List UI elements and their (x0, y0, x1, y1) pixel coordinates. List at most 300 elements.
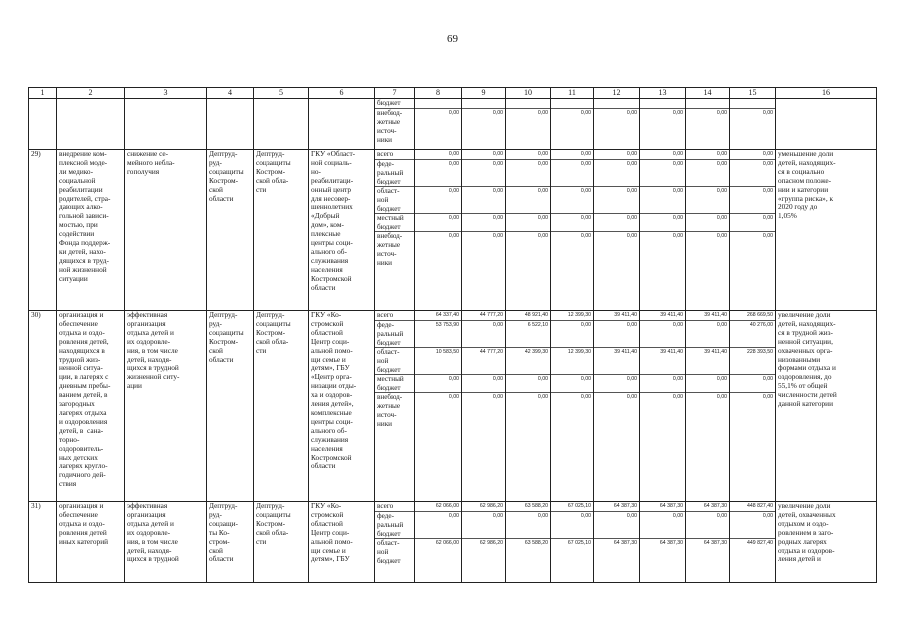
expected-result: снижение се- мейного небла- гополучия (125, 150, 207, 311)
value: 42 399,30 (524, 349, 548, 355)
value: 0,00 (762, 151, 773, 157)
value: 0,00 (716, 215, 727, 221)
empty-cell (125, 99, 207, 150)
value-cell (640, 311, 686, 502)
value: 0,00 (580, 376, 591, 382)
row-separator (506, 511, 550, 512)
value: 0,00 (537, 188, 548, 194)
value-cell (506, 502, 551, 583)
value: 0,00 (537, 161, 548, 167)
empty-cell (29, 99, 57, 150)
empty-cell (207, 99, 254, 150)
header-cell: 7 (375, 88, 415, 99)
header-cell: 11 (551, 88, 594, 99)
source-label: феде- ральный бюджет (377, 321, 404, 347)
row-separator (730, 231, 775, 232)
responsible-executor: Дептруд- руд- соцзащиты Костром- ской области (207, 311, 254, 502)
source-label: област- ной бюджет (377, 187, 401, 213)
value: 44 777,20 (479, 312, 503, 318)
row-separator (551, 159, 593, 160)
row-separator (730, 511, 775, 512)
value: 0,00 (672, 161, 683, 167)
row-separator (640, 108, 685, 109)
value: 63 588,20 (524, 503, 548, 509)
value: 0,00 (672, 215, 683, 221)
value: 0,00 (448, 215, 459, 221)
value: 0,00 (448, 376, 459, 382)
row-separator (375, 186, 414, 187)
source-label: внебюд- жетные источ- ники (377, 109, 403, 144)
value: 0,00 (716, 151, 727, 157)
empty-cell (254, 99, 309, 150)
value: 0,00 (626, 394, 637, 400)
source-label: местный бюджет (377, 375, 404, 392)
value-cell (506, 311, 551, 502)
row-separator (640, 347, 685, 348)
row-separator (686, 511, 729, 512)
value: 0,00 (762, 110, 773, 116)
header-cell: 15 (730, 88, 776, 99)
value: 0,00 (537, 513, 548, 519)
row-separator (686, 320, 729, 321)
empty-cell (309, 99, 375, 150)
coordinator: Дептруд- соцзащиты Костром- ской обла- сти (254, 311, 309, 502)
value: 12 399,30 (567, 312, 591, 318)
row-separator (506, 159, 550, 160)
header-cell: 9 (462, 88, 506, 99)
measure-name: организация и обеспечение отдыха и оздо- ровления детей иных категорий (57, 502, 125, 583)
value: 0,00 (716, 110, 727, 116)
empty-cell (776, 99, 877, 150)
table-row (29, 502, 877, 583)
value-cell (640, 150, 686, 311)
row-separator (551, 392, 593, 393)
value: 0,00 (626, 513, 637, 519)
value-cell (462, 99, 506, 150)
row-separator (640, 538, 685, 539)
row-separator (594, 108, 639, 109)
row-separator (730, 159, 775, 160)
row-separator (686, 374, 729, 375)
value: 0,00 (626, 322, 637, 328)
value: 0,00 (492, 322, 503, 328)
value: 0,00 (762, 513, 773, 519)
value: 62 986,20 (479, 503, 503, 509)
target-indicator: увеличение доли детей, находящих- ся в трудной жиз- ненной ситуации, охваченных орга- низованными формами отдыха и оздоровления, до 55,1% от общей численности детей данной категории (776, 311, 877, 502)
row-separator (375, 213, 414, 214)
value: 0,00 (672, 513, 683, 519)
row-number: 31) (29, 502, 57, 583)
value: 0,00 (716, 188, 727, 194)
row-separator (506, 231, 550, 232)
row-separator (730, 186, 775, 187)
value: 0,00 (672, 394, 683, 400)
value: 0,00 (448, 151, 459, 157)
row-separator (506, 320, 550, 321)
expected-result: эффективная организация отдыха детей и их оздоровле- ния, в том числе детей, находя- щихся в трудной жизненной ситу- ации (125, 311, 207, 502)
source-label: местный бюджет (377, 214, 404, 231)
source-label: внебюд- жетные источ- ники (377, 232, 403, 267)
value-cell (462, 150, 506, 311)
value: 0,00 (492, 233, 503, 239)
value: 0,00 (492, 376, 503, 382)
value: 10 583,50 (435, 349, 459, 355)
value-cell (686, 99, 730, 150)
value: 0,00 (492, 513, 503, 519)
row-separator (375, 392, 414, 393)
source-label: всего (377, 311, 394, 319)
value: 0,00 (492, 394, 503, 400)
row-separator (551, 374, 593, 375)
value: 40 276,00 (749, 322, 773, 328)
participants: ГКУ «Област- ной социаль- но- реабилитаци- онный центр для несовер- шеннолетних «Добрый дом», ком- плексные центры соци- ального об- служивания населения Костромской области (309, 150, 375, 311)
value: 0,00 (626, 110, 637, 116)
row-separator (594, 213, 639, 214)
value: 0,00 (626, 215, 637, 221)
value: 6 522,10 (527, 322, 548, 328)
row-separator (594, 320, 639, 321)
value: 0,00 (762, 233, 773, 239)
value: 44 777,20 (479, 349, 503, 355)
row-separator (462, 159, 505, 160)
value-cell (594, 502, 640, 583)
page-number: 69 (447, 33, 458, 45)
row-separator (730, 213, 775, 214)
row-separator (640, 320, 685, 321)
row-separator (375, 538, 414, 539)
value: 39 411,40 (704, 312, 727, 318)
value: 64 387,30 (613, 540, 637, 546)
row-separator (551, 108, 593, 109)
row-separator (462, 511, 505, 512)
row-separator (594, 392, 639, 393)
row-separator (730, 374, 775, 375)
row-separator (506, 186, 550, 187)
expected-result: эффективная организация отдыха детей и их оздоровле- ния, в том числе детей, находя- щихся в трудной (125, 502, 207, 583)
header-cell: 8 (415, 88, 462, 99)
row-separator (640, 159, 685, 160)
value: 0,00 (716, 233, 727, 239)
row-separator (462, 374, 505, 375)
header-cell: 13 (640, 88, 686, 99)
header-cell: 16 (776, 88, 877, 99)
value: 64 387,30 (703, 503, 727, 509)
row-separator (686, 108, 729, 109)
value-cell (506, 150, 551, 311)
row-separator (594, 231, 639, 232)
row-separator (415, 231, 461, 232)
row-separator (730, 538, 775, 539)
value: 67 025,10 (567, 503, 591, 509)
value-cell (730, 99, 776, 150)
value: 62 986,20 (479, 540, 503, 546)
value: 0,00 (492, 110, 503, 116)
value: 0,00 (580, 161, 591, 167)
value-cell (594, 311, 640, 502)
row-separator (506, 374, 550, 375)
row-separator (462, 186, 505, 187)
header-cell: 14 (686, 88, 730, 99)
source-cell (375, 311, 415, 502)
value-cell (686, 311, 730, 502)
row-separator (730, 392, 775, 393)
row-separator (415, 186, 461, 187)
row-separator (375, 374, 414, 375)
value: 62 066,00 (435, 540, 459, 546)
value: 0,00 (672, 110, 683, 116)
value: 0,00 (762, 188, 773, 194)
row-separator (686, 159, 729, 160)
value: 39 411,40 (614, 312, 637, 318)
row-separator (551, 186, 593, 187)
row-separator (462, 213, 505, 214)
table-row (29, 150, 877, 311)
source-label: внебюд- жетные источ- ники (377, 393, 403, 428)
budget-table (28, 87, 877, 583)
value-cell (730, 502, 776, 583)
value-cell (415, 502, 462, 583)
value: 0,00 (492, 151, 503, 157)
row-separator (730, 108, 775, 109)
row-separator (640, 374, 685, 375)
value-cell (462, 502, 506, 583)
source-label: област- ной бюджет (377, 539, 401, 565)
value: 0,00 (762, 215, 773, 221)
row-separator (551, 538, 593, 539)
header-row (29, 88, 877, 99)
value-cell (415, 311, 462, 502)
value-cell (594, 150, 640, 311)
value: 48 921,40 (524, 312, 548, 318)
row-separator (506, 213, 550, 214)
row-separator (551, 511, 593, 512)
value: 449 827,40 (747, 540, 773, 546)
row-separator (375, 320, 414, 321)
header-cell: 1 (29, 88, 57, 99)
coordinator: Дептруд- соцзащиты Костром- ской обла- сти (254, 150, 309, 311)
value-cell (640, 99, 686, 150)
source-label: всего (377, 150, 394, 158)
row-separator (415, 511, 461, 512)
source-label: бюджет (377, 99, 401, 107)
value-cell (551, 99, 594, 150)
value: 0,00 (537, 394, 548, 400)
value: 0,00 (537, 376, 548, 382)
source-cell (375, 150, 415, 311)
value: 0,00 (626, 151, 637, 157)
row-separator (551, 231, 593, 232)
value: 0,00 (448, 188, 459, 194)
target-indicator: увеличение доли детей, охваченных отдыхом и оздо- ровлением в заго- родных лагерях отдыха и оздоров- ления детей и (776, 502, 877, 583)
target-indicator: уменьшение доли детей, находящих- ся в социально опасном положе- нии и категории «группа риска», к 2020 году до 1,05% (776, 150, 877, 311)
source-label: феде- ральный бюджет (377, 160, 404, 186)
value: 0,00 (672, 376, 683, 382)
value-cell (415, 150, 462, 311)
value: 448 827,40 (747, 503, 773, 509)
value-cell (415, 99, 462, 150)
value: 0,00 (580, 215, 591, 221)
empty-cell (57, 99, 125, 150)
row-separator (686, 186, 729, 187)
value: 64 387,30 (703, 540, 727, 546)
row-separator (415, 374, 461, 375)
row-separator (594, 374, 639, 375)
value: 0,00 (716, 322, 727, 328)
value: 0,00 (537, 151, 548, 157)
value: 39 411,40 (660, 349, 683, 355)
participants: ГКУ «Ко- стромской областной Центр соци- альной помо- щи семье и детям», ГБУ «Центр орга- низации отды- ха и оздоров- ления детей», комплексные центры соци- ального об- служивания населения Костромской области (309, 311, 375, 502)
value: 0,00 (762, 376, 773, 382)
responsible-executor: Дептруд- руд- соцзащи- ты Ко- стром- ской области (207, 502, 254, 583)
value: 0,00 (492, 188, 503, 194)
header-cell: 4 (207, 88, 254, 99)
value: 39 411,40 (660, 312, 683, 318)
row-number: 30) (29, 311, 57, 502)
value: 0,00 (672, 188, 683, 194)
measure-name: внедрение ком- плексной моде- ли медико- социальной реабилитации родителей, стра- дающих алко- гольной завиcи- мостью, при содействии Фонда поддерж- ки детей, нахо- дящихся в труд- ной жизненной ситуации (57, 150, 125, 311)
value-cell (730, 311, 776, 502)
value-cell (506, 99, 551, 150)
row-separator (462, 231, 505, 232)
row-separator (594, 159, 639, 160)
row-separator (415, 159, 461, 160)
participants: ГКУ «Ко- стромской областной Центр соци- альной помо- щи семье и детям», ГБУ (309, 502, 375, 583)
source-label: всего (377, 502, 394, 510)
responsible-executor: Дептруд- руд- соцзащиты Костром- ской области (207, 150, 254, 311)
row-separator (640, 213, 685, 214)
table-body (29, 88, 877, 583)
value: 67 025,10 (567, 540, 591, 546)
value: 0,00 (580, 322, 591, 328)
source-cell (375, 99, 415, 150)
value-cell (686, 502, 730, 583)
header-cell: 10 (506, 88, 551, 99)
row-separator (686, 392, 729, 393)
value: 0,00 (448, 233, 459, 239)
value: 0,00 (626, 376, 637, 382)
value: 62 066,00 (435, 503, 459, 509)
value: 39 411,40 (704, 349, 727, 355)
row-separator (375, 347, 414, 348)
value: 0,00 (492, 215, 503, 221)
value: 12 399,30 (567, 349, 591, 355)
value: 64 387,30 (659, 503, 683, 509)
row-separator (551, 213, 593, 214)
value: 39 411,40 (614, 349, 637, 355)
value: 0,00 (580, 233, 591, 239)
row-separator (415, 213, 461, 214)
row-separator (462, 538, 505, 539)
value-cell (686, 150, 730, 311)
value-cell (730, 150, 776, 311)
row-separator (462, 392, 505, 393)
value: 0,00 (537, 233, 548, 239)
row-number: 29) (29, 150, 57, 311)
header-cell: 3 (125, 88, 207, 99)
header-cell: 5 (254, 88, 309, 99)
value: 0,00 (580, 394, 591, 400)
value: 0,00 (762, 394, 773, 400)
row-separator (640, 186, 685, 187)
value: 0,00 (580, 513, 591, 519)
row-separator (640, 511, 685, 512)
row-separator (415, 320, 461, 321)
value: 63 588,20 (524, 540, 548, 546)
row-separator (686, 347, 729, 348)
value-cell (594, 99, 640, 150)
value: 0,00 (716, 513, 727, 519)
value: 0,00 (716, 376, 727, 382)
value: 0,00 (626, 161, 637, 167)
row-separator (415, 392, 461, 393)
value: 0,00 (716, 161, 727, 167)
row-separator (551, 320, 593, 321)
header-cell: 2 (57, 88, 125, 99)
table-row (29, 99, 877, 150)
value: 0,00 (580, 151, 591, 157)
row-separator (640, 231, 685, 232)
row-separator (594, 347, 639, 348)
row-separator (506, 347, 550, 348)
value: 0,00 (580, 188, 591, 194)
value: 0,00 (492, 161, 503, 167)
value-cell (551, 502, 594, 583)
value: 64 387,30 (613, 503, 637, 509)
source-label: област- ной бюджет (377, 348, 401, 374)
row-separator (551, 347, 593, 348)
row-separator (375, 231, 414, 232)
source-label: феде- ральный бюджет (377, 512, 404, 538)
row-separator (594, 538, 639, 539)
row-separator (375, 159, 414, 160)
value: 0,00 (448, 161, 459, 167)
coordinator: Дептруд- соцзащиты Костром- ской обла- сти (254, 502, 309, 583)
row-separator (415, 538, 461, 539)
row-separator (462, 320, 505, 321)
value: 0,00 (762, 161, 773, 167)
value-cell (551, 311, 594, 502)
value: 0,00 (448, 110, 459, 116)
header-cell: 12 (594, 88, 640, 99)
row-separator (686, 213, 729, 214)
value: 64 337,40 (435, 312, 459, 318)
row-separator (415, 108, 461, 109)
value: 0,00 (672, 151, 683, 157)
value: 0,00 (537, 110, 548, 116)
value: 0,00 (580, 110, 591, 116)
row-separator (594, 186, 639, 187)
value: 0,00 (716, 394, 727, 400)
value: 0,00 (626, 233, 637, 239)
row-separator (462, 347, 505, 348)
value: 64 387,30 (659, 540, 683, 546)
value: 53 753,90 (435, 322, 459, 328)
row-separator (594, 511, 639, 512)
value: 0,00 (672, 322, 683, 328)
value: 228 393,50 (747, 349, 773, 355)
value-cell (462, 311, 506, 502)
measure-name: организация и обеспечение отдыха и оздо- ровления детей, находящихся в трудной жиз- ненной ситуа- ции, в лагерях с дневным пребы- ванием детей, в загородных лагерях отдыха и оздоровления детей, в сана- торно- оздоровитель- ных детских лагерях кругло- годичного дей- ствия (57, 311, 125, 502)
value: 268 669,50 (747, 312, 773, 318)
row-separator (730, 320, 775, 321)
source-cell (375, 502, 415, 583)
row-separator (506, 108, 550, 109)
row-separator (415, 347, 461, 348)
row-separator (506, 538, 550, 539)
row-separator (462, 108, 505, 109)
row-separator (686, 231, 729, 232)
value-cell (551, 150, 594, 311)
